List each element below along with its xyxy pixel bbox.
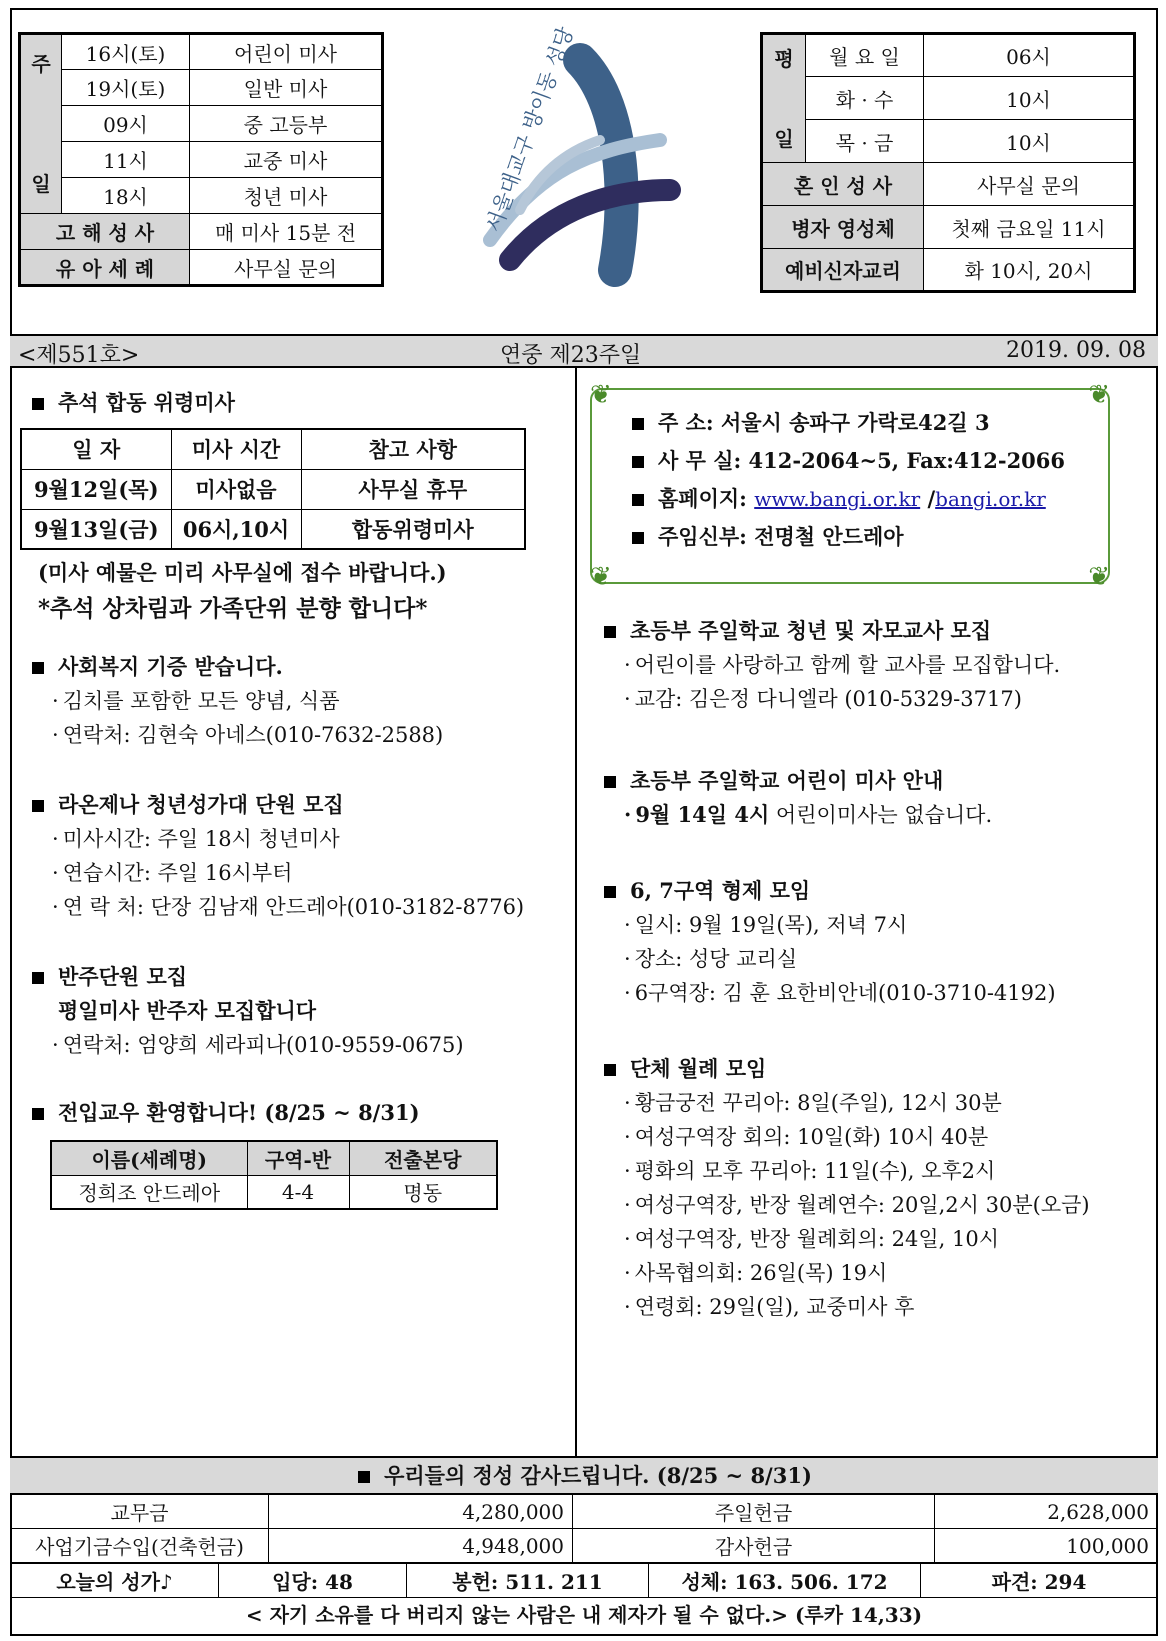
list-item: · 어린이를 사랑하고 함께 할 교사를 모집합니다. — [602, 648, 1060, 682]
infant-baptism-value: 사무실 문의 — [190, 250, 383, 286]
list-item: · 여성구역장 회의: 10일(화) 10시 40분 — [602, 1120, 1090, 1154]
square-bullet-icon — [604, 626, 616, 638]
brothers-section — [602, 874, 1056, 1010]
confession-label: 고 해 성 사 — [20, 214, 190, 250]
accompanist-section — [30, 960, 464, 1062]
square-bullet-icon — [32, 398, 44, 410]
offering-table — [10, 1494, 1158, 1563]
choir-section — [30, 788, 524, 924]
ornament-icon: ❦ — [1088, 380, 1110, 410]
hymn-communion: 성체: 163. 506. 172 — [649, 1564, 921, 1598]
list-item: · 미사시간: 주일 18시 청년미사 — [30, 822, 524, 856]
mass-time: 18시 — [62, 178, 190, 214]
sunday-schedule-table — [18, 32, 384, 287]
list-item: · 김치를 포함한 모든 양념, 식품 — [30, 684, 443, 718]
mass-time: 19시(토) — [62, 70, 190, 106]
scripture-quote: < 자기 소유를 다 버리지 않는 사람은 내 제자가 될 수 없다.> (루카 14,33) — [245, 1603, 923, 1627]
welfare-title: 사회복지 기증 받습니다. — [30, 650, 443, 684]
table-header: 일 자 — [21, 429, 171, 469]
list-item: · 평화의 모후 꾸리아: 11일(수), 오후2시 — [602, 1154, 1090, 1188]
weekday-time: 10시 — [924, 77, 1135, 120]
kids-mass-title: 초등부 주일학교 어린이 미사 안내 — [602, 764, 992, 798]
newcomer-section — [30, 1096, 420, 1130]
chuseok-title: 추석 합동 위령미사 — [30, 386, 235, 420]
chuseok-table — [20, 428, 526, 550]
list-item: · 연락처: 김현숙 아네스(010-7632-2588) — [30, 718, 443, 752]
list-item: · 사목협의회: 26일(목) 19시 — [602, 1256, 1090, 1290]
mass-time: 11시 — [62, 142, 190, 178]
table-row: 9월12일(목) 미사없음 사무실 휴무 — [21, 469, 525, 509]
table-row: 정희조 안드레아 4-4 명동 — [51, 1175, 497, 1209]
list-item: · 황금궁전 꾸리아: 8일(주일), 12시 30분 — [602, 1086, 1090, 1120]
square-bullet-icon — [358, 1471, 370, 1483]
square-bullet-icon — [32, 800, 44, 812]
weekday-day: 목 · 금 — [806, 120, 924, 163]
weekday-label: 평 일 — [762, 34, 806, 163]
accompanist-title: 반주단원 모집 — [30, 960, 464, 994]
mass-name: 어린이 미사 — [190, 34, 383, 70]
list-item: · 여성구역장, 반장 월례회의: 24일, 10시 — [602, 1222, 1090, 1256]
table-header: 전출본당 — [349, 1141, 497, 1175]
infant-baptism-label: 유 아 세 례 — [20, 250, 190, 286]
wedding-value: 사무실 문의 — [924, 163, 1135, 206]
weekday-day: 화 · 수 — [806, 77, 924, 120]
square-bullet-icon — [32, 662, 44, 674]
groups-title: 단체 월례 모임 — [602, 1052, 1090, 1086]
square-bullet-icon — [632, 418, 644, 430]
weekday-time: 10시 — [924, 120, 1135, 163]
hymn-entrance: 입당: 48 — [219, 1564, 407, 1598]
logo-text: 서울대교구 방이동 성당 — [481, 23, 578, 236]
table-row — [11, 1564, 1158, 1598]
square-bullet-icon — [632, 494, 644, 506]
ornament-icon: ❦ — [590, 380, 612, 410]
table-header: 참고 사항 — [301, 429, 525, 469]
sick-communion-value: 첫째 금요일 11시 — [924, 206, 1135, 249]
mass-time: 09시 — [62, 106, 190, 142]
newcomer-title: 전입교우 환영합니다! (8/25 ~ 8/31) — [30, 1096, 420, 1130]
square-bullet-icon — [632, 532, 644, 544]
hymns-label: 오늘의 성가♪ — [11, 1564, 219, 1598]
teacher-title: 초등부 주일학교 청년 및 자모교사 모집 — [602, 614, 1060, 648]
table-header: 이름(세례명) — [51, 1141, 247, 1175]
newcomer-table — [50, 1140, 498, 1210]
hymns-table — [10, 1563, 1158, 1598]
list-item: · 연 락 처: 단장 김남재 안드레아(010-3182-8776) — [30, 890, 524, 924]
square-bullet-icon — [604, 1064, 616, 1076]
confession-value: 매 미사 15분 전 — [190, 214, 383, 250]
table-header: 구역-반 — [247, 1141, 349, 1175]
list-item: · 연습시간: 주일 16시부터 — [30, 856, 524, 890]
mass-name: 중 고등부 — [190, 106, 383, 142]
list-item: · 연령회: 29일(일), 교중미사 후 — [602, 1290, 1090, 1324]
square-bullet-icon — [32, 1108, 44, 1120]
parish-info-box — [590, 380, 1110, 592]
chuseok-note-2: *추석 상차림과 가족단위 분향 합니다* — [38, 595, 428, 622]
kids-mass-section — [602, 764, 992, 832]
square-bullet-icon — [604, 776, 616, 788]
catechumen-label: 예비신자교리 — [762, 249, 924, 292]
sick-communion-label: 병자 영성체 — [762, 206, 924, 249]
square-bullet-icon — [632, 456, 644, 468]
mass-name: 교중 미사 — [190, 142, 383, 178]
table-row: 사업기금수입(건축헌금) 4,948,000 감사헌금 100,000 — [11, 1529, 1158, 1563]
chuseok-section — [30, 386, 235, 420]
homepage-link[interactable]: www.bangi.or.kr — [754, 487, 921, 511]
ornament-icon: ❦ — [1088, 562, 1110, 592]
square-bullet-icon — [32, 972, 44, 984]
parish-lines — [630, 404, 1065, 556]
list-item: · 일시: 9월 19일(목), 저녁 7시 — [602, 908, 1056, 942]
square-bullet-icon — [604, 886, 616, 898]
offering-footer — [10, 1456, 1158, 1632]
table-row: 교무금 4,280,000 주일헌금 2,628,000 — [11, 1495, 1158, 1529]
issue-info-bar — [10, 334, 1158, 368]
catechumen-value: 화 10시, 20시 — [924, 249, 1135, 292]
wedding-label: 혼 인 성 사 — [762, 163, 924, 206]
list-item: · 9월 14일 4시 어린이미사는 없습니다. — [602, 798, 992, 832]
accompanist-subtitle: 평일미사 반주자 모집합니다 — [58, 998, 317, 1023]
teacher-section — [602, 614, 1060, 716]
parish-homepage: 홈페이지: www.bangi.or.kr /bangi.or.kr — [630, 480, 1065, 518]
sunday-label: 주 일 — [20, 34, 62, 214]
mass-name: 일반 미사 — [190, 70, 383, 106]
groups-section — [602, 1052, 1090, 1324]
table-header: 미사 시간 — [171, 429, 301, 469]
parish-address: 주 소: 서울시 송파구 가락로42길 3 — [630, 404, 1065, 442]
hymn-offertory: 봉헌: 511. 211 — [407, 1564, 649, 1598]
list-item: · 6구역장: 김 훈 요한비안네(010-3710-4192) — [602, 976, 1056, 1010]
issue-date: 2019. 09. 08 — [1006, 338, 1146, 363]
list-item: · 여성구역장, 반장 월례연수: 20일,2시 30분(오금) — [602, 1188, 1090, 1222]
mass-name: 청년 미사 — [190, 178, 383, 214]
liturgical-week: 연중 제23주일 — [500, 343, 642, 368]
mass-time: 16시(토) — [62, 34, 190, 70]
weekday-day: 월 요 일 — [806, 34, 924, 77]
issue-number: <제551호> — [18, 343, 140, 368]
offering-title: 우리들의 정성 감사드립니다. (8/25 ~ 8/31) — [10, 1458, 1158, 1494]
list-item: · 연락처: 엄양희 세라피나(010-9559-0675) — [30, 1028, 464, 1062]
list-item: · 장소: 성당 교리실 — [602, 942, 1056, 976]
table-row: 9월13일(금) 06시,10시 합동위령미사 — [21, 509, 525, 549]
weekday-time: 06시 — [924, 34, 1135, 77]
brothers-title: 6, 7구역 형제 모임 — [602, 874, 1056, 908]
choir-title: 라온제나 청년성가대 단원 모집 — [30, 788, 524, 822]
list-item: · 교감: 김은정 다니엘라 (010-5329-3717) — [602, 682, 1060, 716]
homepage-link-2[interactable]: bangi.or.kr — [935, 487, 1046, 511]
parish-priest: 주임신부: 전명철 안드레아 — [630, 518, 1065, 556]
column-divider — [575, 368, 577, 1458]
chuseok-note: (미사 예물은 미리 사무실에 접수 바랍니다.) — [38, 560, 447, 585]
parish-office: 사 무 실: 412-2064~5, Fax:412-2066 — [630, 442, 1065, 480]
hymn-dismissal: 파견: 294 — [921, 1564, 1158, 1598]
welfare-section — [30, 650, 443, 752]
weekday-schedule-table — [760, 32, 1136, 293]
ornament-icon: ❦ — [590, 562, 612, 592]
